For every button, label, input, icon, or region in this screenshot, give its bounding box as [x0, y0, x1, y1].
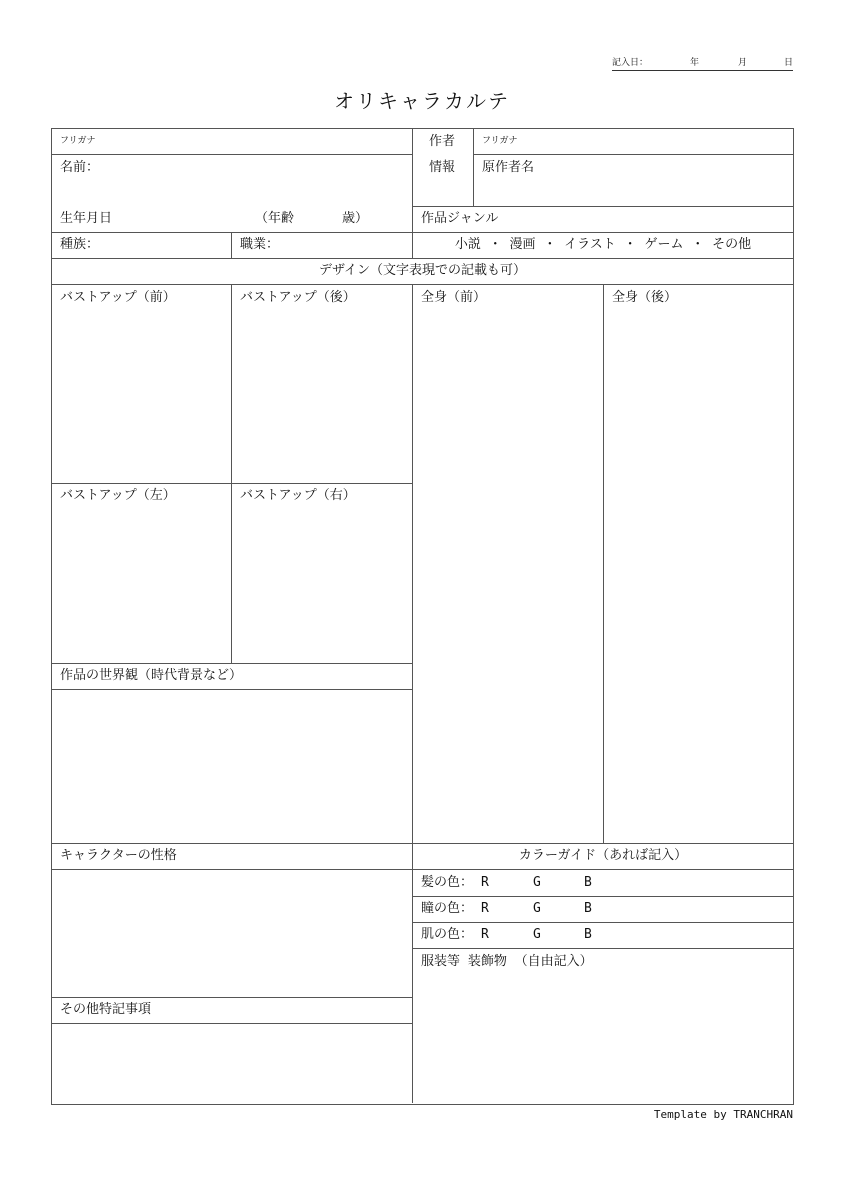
date-label: 記入日： — [612, 58, 649, 68]
hair-b-label: B — [584, 875, 592, 890]
rule-world-top — [52, 663, 413, 664]
author-section-label-1: 作者 — [429, 134, 456, 149]
eye-r-label: R — [481, 901, 489, 916]
hair-color-label: 髪の色： — [421, 875, 474, 890]
skin-color-label: 肌の色： — [421, 927, 474, 942]
page-title: オリキャラカルテ — [334, 89, 510, 113]
date-underline — [612, 70, 793, 71]
full-back-label: 全身（後） — [612, 290, 678, 305]
hair-g-label: G — [533, 875, 541, 890]
birthday-label: 生年月日 — [60, 211, 113, 226]
vrule-bust — [231, 285, 232, 663]
rule-personality-header — [52, 869, 793, 870]
job-label: 職業： — [240, 237, 280, 252]
rule-bust-mid — [52, 483, 413, 484]
genre-label: 作品ジャンル — [421, 211, 499, 226]
template-credit: Template by TRANCHRAN — [653, 1108, 793, 1121]
personality-label: キャラクターの性格 — [60, 848, 177, 863]
skin-g-label: G — [533, 927, 541, 942]
rule-race — [52, 258, 793, 259]
age-close-label: 歳） — [342, 211, 369, 226]
rule-author-furigana — [474, 154, 793, 155]
other-notes-label: その他特記事項 — [60, 1002, 152, 1017]
vrule-main-split — [412, 285, 413, 1103]
bust-front-label: バストアップ（前） — [60, 290, 176, 305]
race-label: 種族： — [60, 237, 100, 252]
clothing-label: 服装等 装飾物 （自由記入） — [421, 954, 593, 969]
name-label: 名前： — [60, 160, 100, 175]
bust-back-label: バストアップ（後） — [240, 290, 356, 305]
rule-birthday — [52, 232, 793, 233]
skin-b-label: B — [584, 927, 592, 942]
skin-r-label: R — [481, 927, 489, 942]
design-header: デザイン（文字表現での記載も可） — [318, 263, 527, 278]
author-section-label-2: 情報 — [429, 160, 456, 175]
eye-b-label: B — [584, 901, 592, 916]
world-label: 作品の世界観（時代背景など） — [60, 668, 243, 683]
vrule-full-body — [603, 285, 604, 843]
date-year: 年 — [690, 58, 700, 68]
author-furigana-label: フリガナ — [482, 136, 518, 146]
rule-hair — [413, 896, 793, 897]
bust-right-label: バストアップ（右） — [240, 488, 356, 503]
eye-g-label: G — [533, 901, 541, 916]
rule-eyes — [413, 922, 793, 923]
eye-color-label: 瞳の色： — [421, 901, 474, 916]
rule-other-top — [52, 997, 413, 998]
date-day: 日 — [784, 58, 794, 68]
color-guide-header: カラーガイド（あれば記入） — [518, 848, 688, 863]
vrule-author-label — [473, 129, 474, 206]
genre-options: 小説 ・ 漫画 ・ イラスト ・ ゲーム ・ その他 — [454, 237, 752, 252]
furigana-label: フリガナ — [60, 136, 96, 146]
vrule-race-job — [231, 233, 232, 258]
age-open-label: （年齢 — [255, 211, 295, 226]
rule-personality-top — [52, 843, 793, 844]
rule-skin — [413, 948, 793, 949]
rule-design-header — [52, 284, 793, 285]
bust-left-label: バストアップ（左） — [60, 488, 176, 503]
rule-furigana — [52, 154, 413, 155]
original-author-label: 原作者名 — [482, 160, 535, 175]
rule-other-header — [52, 1023, 413, 1024]
hair-r-label: R — [481, 875, 489, 890]
rule-author-info — [413, 206, 793, 207]
full-front-label: 全身（前） — [421, 290, 487, 305]
rule-world-header — [52, 689, 413, 690]
date-month: 月 — [738, 58, 748, 68]
